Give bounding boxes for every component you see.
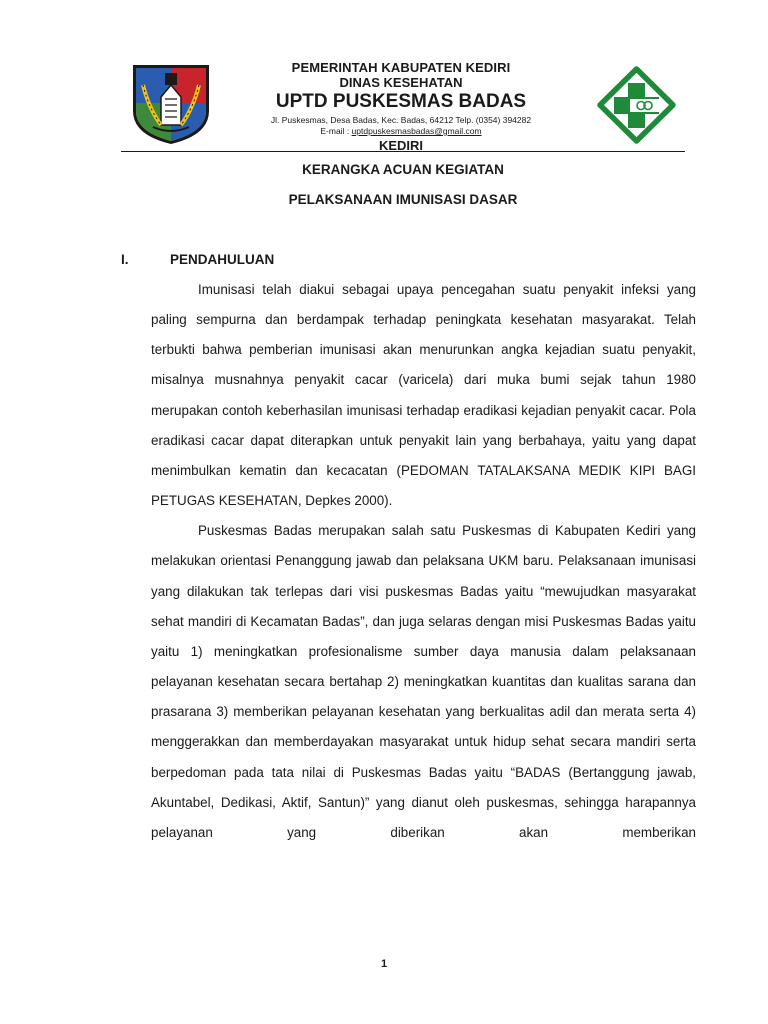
puskesmas-cross-logo-icon xyxy=(597,66,676,144)
kabupaten-kediri-emblem-icon xyxy=(131,63,211,146)
section-body xyxy=(151,275,696,848)
letterhead-department: DINAS KESEHATAN xyxy=(339,75,463,90)
letterhead-institution: UPTD PUSKESMAS BADAS xyxy=(275,91,527,112)
section-heading: PENDAHULUAN xyxy=(170,252,275,267)
page-number: 1 xyxy=(380,958,388,970)
section-number: I. xyxy=(121,252,129,267)
email-label: E-mail : xyxy=(320,126,352,136)
document-title: KERANGKA ACUAN KEGIATAN xyxy=(302,162,504,177)
letterhead-city: KEDIRI xyxy=(378,138,424,153)
document-subtitle: PELAKSANAAN IMUNISASI DASAR xyxy=(288,192,518,207)
letterhead-divider xyxy=(121,151,685,152)
paragraph-1: Imunisasi telah diakui sebagai upaya pencegahan suatu penyakit infeksi yang paling sempurna dan berdampak terhadap peningkata kesehatan masyarakat. Telah terbukti bahwa pemberian imunisasi akan menurunkan angka kejadian suatu penyakit, misalnya musnahnya penyakit cacar (varicela) dari muka bumi sejak tahun 1980 merupakan contoh keberhasilan imunisasi terhadap eradikasi kejadian penyakit cacar. Pola eradikasi cacar dapat diterapkan untuk penyakit lain yang berbahaya, yaitu yang dapat menimbulkan kematin dan kecacatan (PEDOMAN TATALAKSANA MEDIK KIPI BAGI PETUGAS KESEHATAN, Depkes 2000). xyxy=(151,282,696,509)
letterhead-address: Jl. Puskesmas, Desa Badas, Kec. Badas, 64212 Telp. (0354) 394282 xyxy=(270,115,532,125)
letterhead-government: PEMERINTAH KABUPATEN KEDIRI xyxy=(291,60,511,75)
paragraph-2: Puskesmas Badas merupakan salah satu Puskesmas di Kabupaten Kediri yang melakukan orientasi Penanggung jawab dan pelaksana UKM baru. Pelaksanaan imunisasi yang dilakukan tak terlepas dari visi puskesmas Badas yaitu “mewujudkan masyarakat sehat mandiri di Kecamatan Badas”, dan juga selaras dengan misi Puskesmas Badas yaitu yaitu 1) meningkatkan profesionalisme sumber daya manusia dalam pelaksanaan pelayanan kesehatan secara bertahap 2) meningkatkan kuantitas dan kualitas sarana dan prasarana 3) memberikan pelayanan kesehatan yang berkualitas adil dan merata serta 4) menggerakkan dan memberdayakan masyarakat untuk hidup sehat secara mandiri serta berpedoman pada tata nilai di Puskesmas Badas yaitu “BADAS (Bertanggung jawab, Akuntabel, Dedikasi, Aktif, Santun)” yang dianut oleh puskesmas, sehingga harapannya pelayanan yang diberikan akan memberikan xyxy=(151,523,696,840)
letterhead xyxy=(230,60,572,153)
email-link[interactable]: uptdpuskesmasbadas@gmail.com xyxy=(351,126,482,136)
letterhead-email-line xyxy=(230,126,572,137)
